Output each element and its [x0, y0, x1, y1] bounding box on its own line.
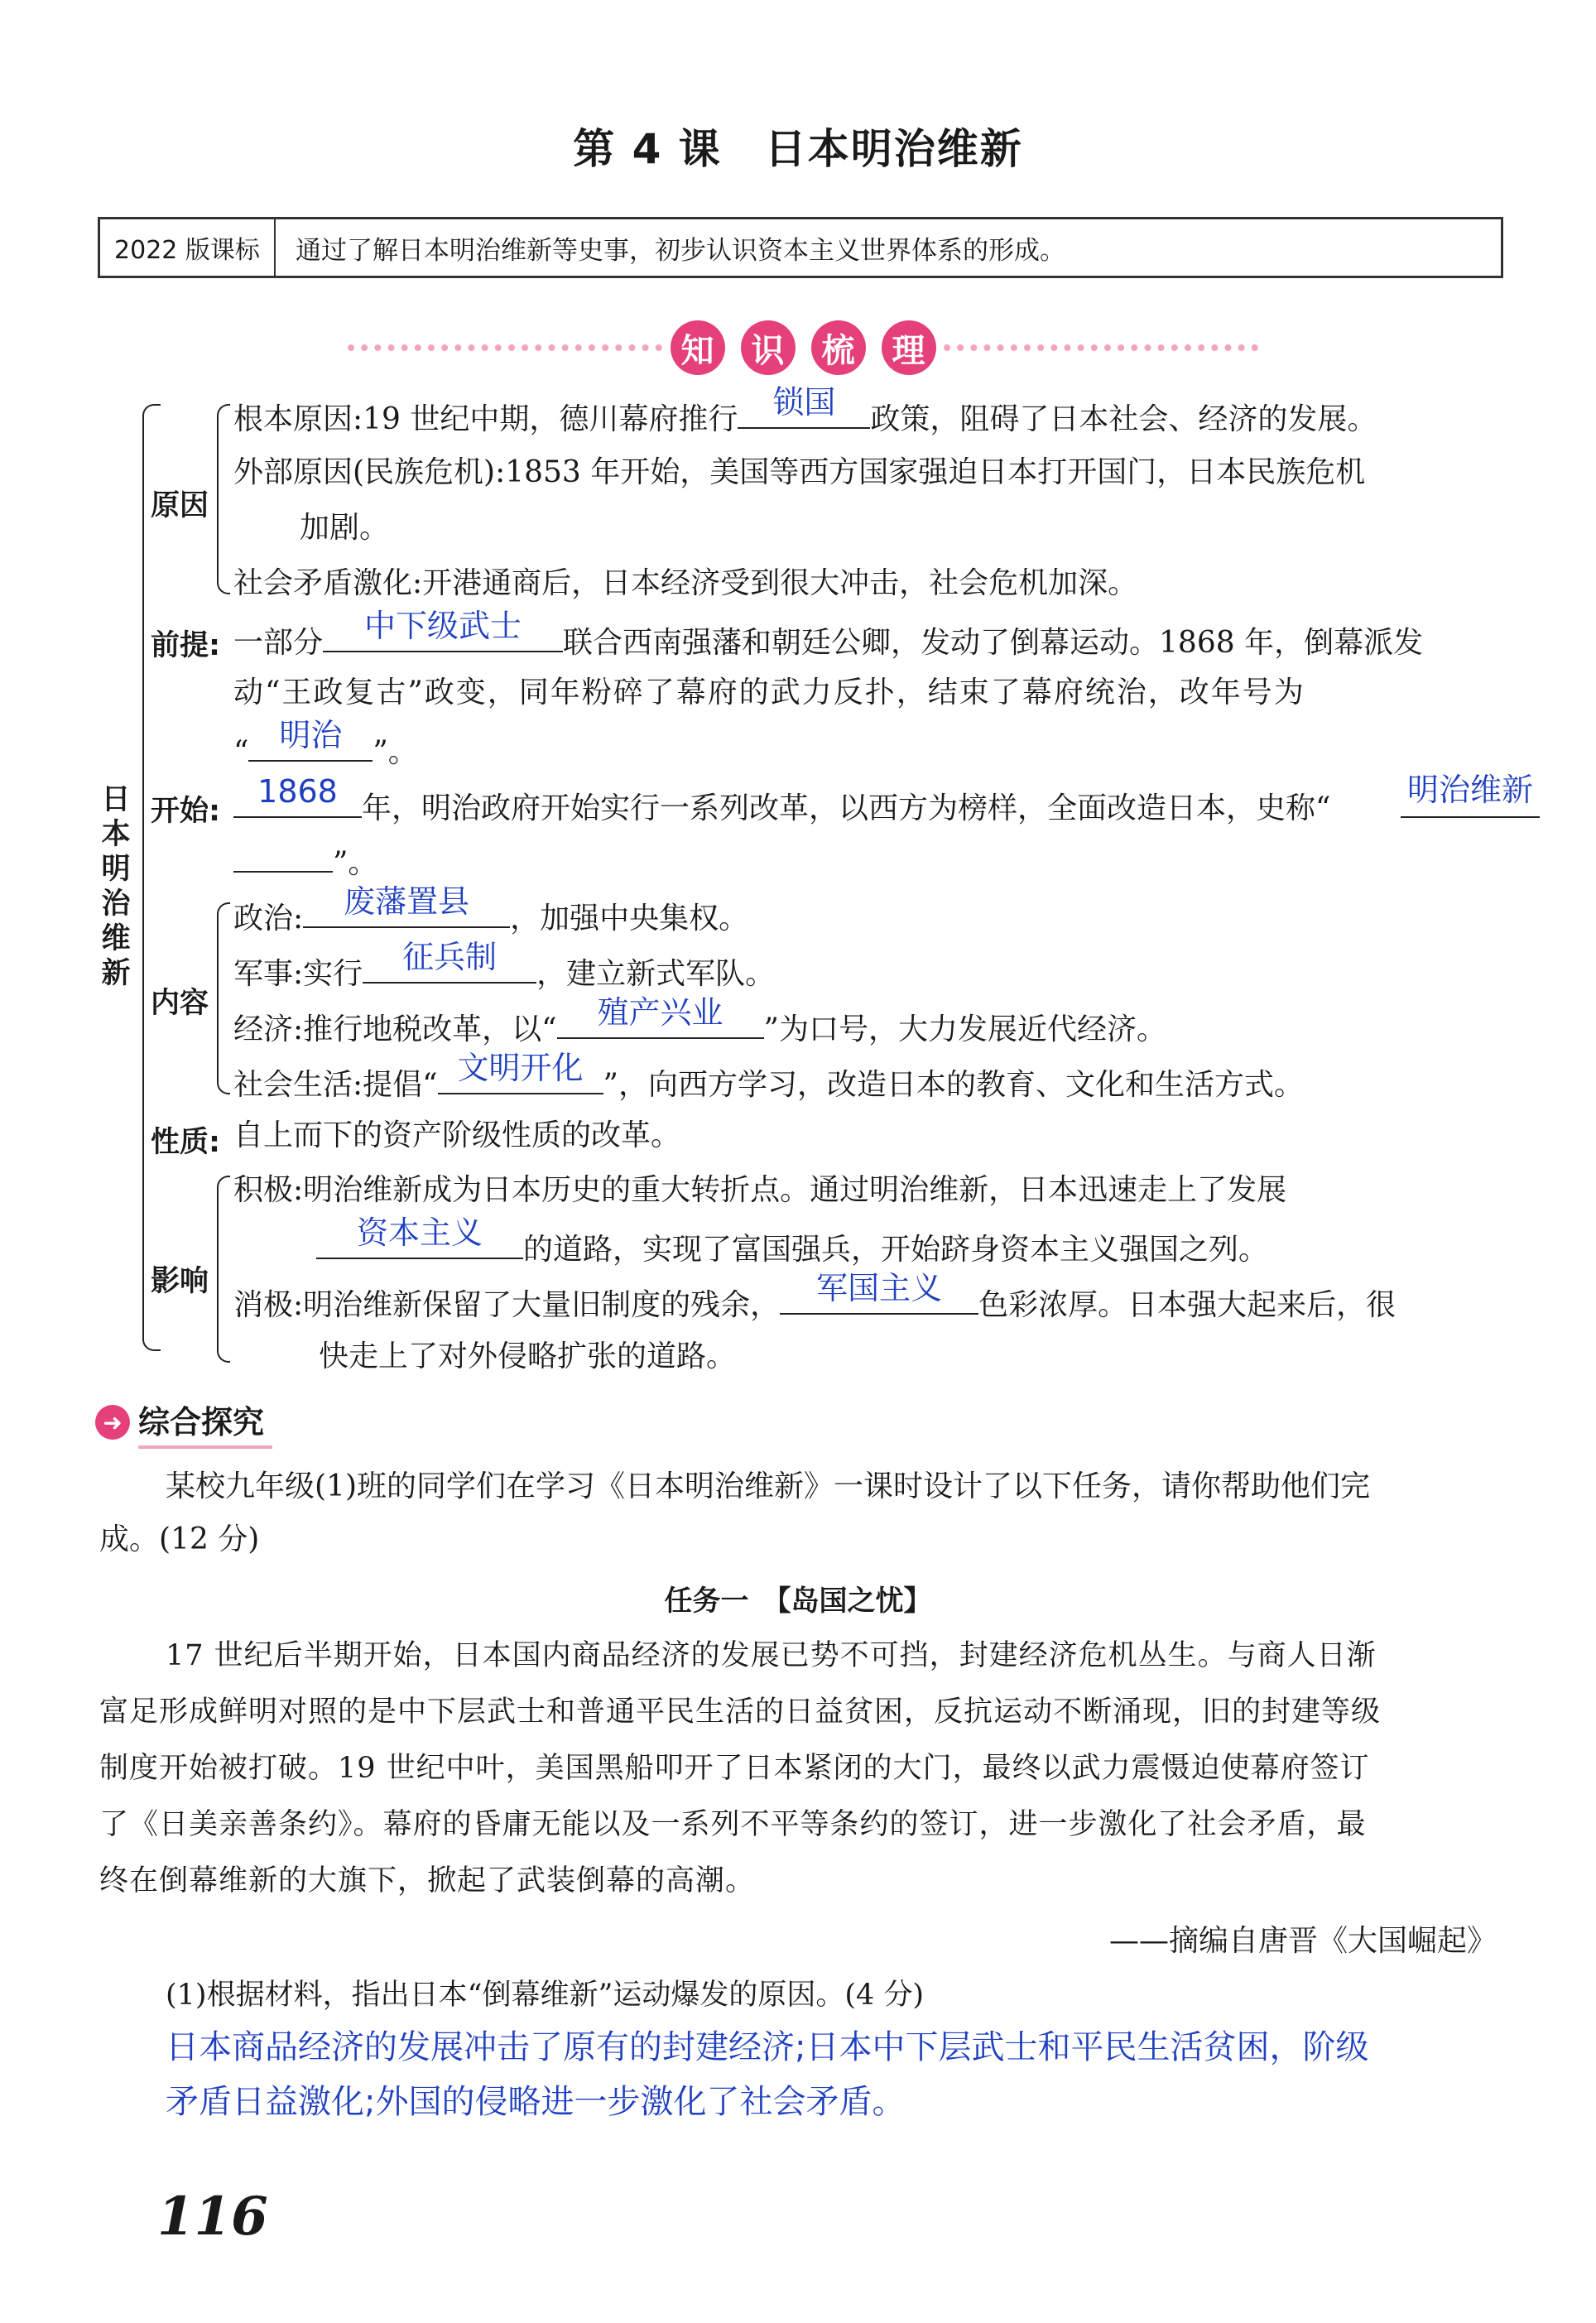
cause-social-line: 社会矛盾激化:开港通商后，日本经济受到很大冲击，社会危机加深。: [233, 566, 1138, 600]
answer-society: 文明开化: [457, 1050, 584, 1086]
question-1: (1)根据材料，指出日本“倒幕维新”运动爆发的原因。(4 分): [166, 1979, 925, 2012]
material-line: 富足形成鲜明对照的是中下层武士和普通平民生活的日益贫困，反抗运动不断涌现，旧的封建等级: [99, 1695, 1382, 1729]
topic-brace: [142, 404, 161, 1351]
cause-external-line: 外部原因(民族危机):1853 年开始，美国等西方国家强迫日本打开国门，日本民族危机: [233, 455, 1366, 489]
content-label: 内容: [151, 987, 209, 1020]
impact-positive-line-1: 积极:明治维新成为日本历史的重大转折点。通过明治维新，日本迅速走上了发展: [233, 1173, 1287, 1207]
material-passage: [99, 1628, 1507, 1909]
knowledge-heading: [0, 315, 1596, 381]
topic-vertical-label: 日 本 明 治 维 新: [101, 783, 131, 990]
answer-question-1: 日本商品经济的发展冲击了原有的封建经济;日本中下层武士和平民生活贫困，阶级 矛盾日益激化;外国的侵略进一步激化了社会矛盾。: [166, 2028, 1369, 2121]
cause-label: 原因: [151, 489, 209, 522]
premise-line-2: 动“王政复古”政变，同年粉碎了幕府的武力反扑，结束了幕府统治，改年号为: [233, 676, 1305, 709]
answer-premise: 中下级武士: [364, 608, 522, 644]
content-military-line: 军事:实行 征兵制 ，建立新式军队。: [233, 939, 776, 991]
cause-root-line: 根本原因:19 世纪中期，德川幕府推行 锁国 政策，阻碍了日本社会、经济的发展。: [233, 384, 1377, 436]
start-line-2: ”。: [233, 843, 377, 880]
impact-brace: [217, 1176, 230, 1363]
start-line: 1868 年，明治政府开始实行一系列改革，以西方为榜样，全面改造日本，史称“: [233, 788, 1330, 825]
heading-char: 梳: [811, 320, 866, 375]
cause-external-line-2: 加剧。: [300, 511, 390, 545]
page-number: 116: [157, 2186, 268, 2248]
inquiry-header: [95, 1399, 272, 1445]
material-line: 了《日美亲善条约》。幕府的昏庸无能以及一系列不平等条约的签订，进一步激化了社会矛盾，最: [99, 1808, 1367, 1841]
answer-military: 征兵制: [402, 939, 498, 975]
content-society-line: 社会生活:提倡“ 文明开化 ”，向西方学习，改造日本的教育、文化和生活方式。: [233, 1050, 1304, 1102]
nature-line: 自上而下的资产阶级性质的改革。: [233, 1118, 681, 1152]
nature-label: 性质:: [151, 1126, 220, 1159]
premise-label: 前提:: [151, 629, 220, 662]
dotted-divider-left: [348, 344, 662, 351]
start-label: 开始:: [151, 795, 220, 828]
answer-root-cause: 锁国: [772, 384, 836, 421]
heading-char: 知: [671, 320, 725, 375]
standard-label: 2022 版课标: [100, 219, 276, 276]
heading-char: 识: [741, 320, 796, 375]
content-brace: [217, 902, 230, 1094]
material-line: 制度开始被打破。19 世纪中叶，美国黑船叩开了日本紧闭的大门，最终以武力震慑迫使幕府签订: [99, 1752, 1370, 1785]
answer-negative-impact: 军国主义: [816, 1270, 943, 1306]
curriculum-standard-box: [98, 217, 1503, 278]
material-source: ——摘编自唐晋《大国崛起》: [1108, 1924, 1497, 1958]
page-title: 第 4 课 日本明治维新: [573, 125, 1023, 173]
answer-meiji-restoration: 明治维新: [1401, 783, 1540, 818]
inquiry-intro: 某校九年级(1)班的同学们在学习《日本明治维新》一课时设计了以下任务，请你帮助他们完 成。(12 分): [99, 1469, 1370, 1556]
task-title: 任务一 【岛国之忧】: [664, 1585, 932, 1618]
content-economy-line: 经济:推行地税改革，以“ 殖产兴业 ”为口号，大力发展近代经济。: [233, 994, 1166, 1046]
arrow-right-icon: ➜: [95, 1405, 130, 1440]
dotted-divider-right: [944, 344, 1258, 351]
cause-brace: [217, 404, 230, 594]
premise-line-3: “ 明治 ”。: [233, 717, 418, 769]
impact-positive-line-2: 资本主义 的道路，实现了富国强兵，开始跻身资本主义强国之列。: [300, 1229, 1268, 1267]
material-line: 17 世纪后半期开始，日本国内商品经济的发展已势不可挡，封建经济危机丛生。与商人日渐: [166, 1639, 1377, 1672]
material-line: 终在倒幕维新的大旗下，掀起了武装倒幕的高潮。: [99, 1864, 756, 1897]
premise-line-1: 一部分 中下级武士 联合西南强藩和朝廷公卿，发动了倒幕运动。1868 年，倒幕派发: [233, 608, 1424, 660]
impact-negative-line-1: 消极:明治维新保留了大量旧制度的残余， 军国主义 色彩浓厚。日本强大起来后，很: [233, 1270, 1396, 1322]
heading-char: 理: [882, 320, 936, 375]
impact-negative-line-2: 快走上了对外侵略扩张的道路。: [319, 1339, 737, 1373]
answer-era-name: 明治: [279, 717, 343, 753]
standard-text: 通过了解日本明治维新等史事，初步认识资本主义世界体系的形成。: [296, 235, 1065, 266]
impact-label: 影响: [151, 1265, 209, 1298]
content-politics-line: 政治: 废藩置县 ，加强中央集权。: [233, 883, 749, 935]
answer-economy: 殖产兴业: [597, 994, 723, 1031]
answer-politics: 废藩置县: [344, 883, 470, 920]
answer-positive-impact: 资本主义: [356, 1214, 483, 1251]
answer-start-year: 1868: [257, 773, 338, 810]
inquiry-title: 综合探究: [138, 1397, 272, 1449]
